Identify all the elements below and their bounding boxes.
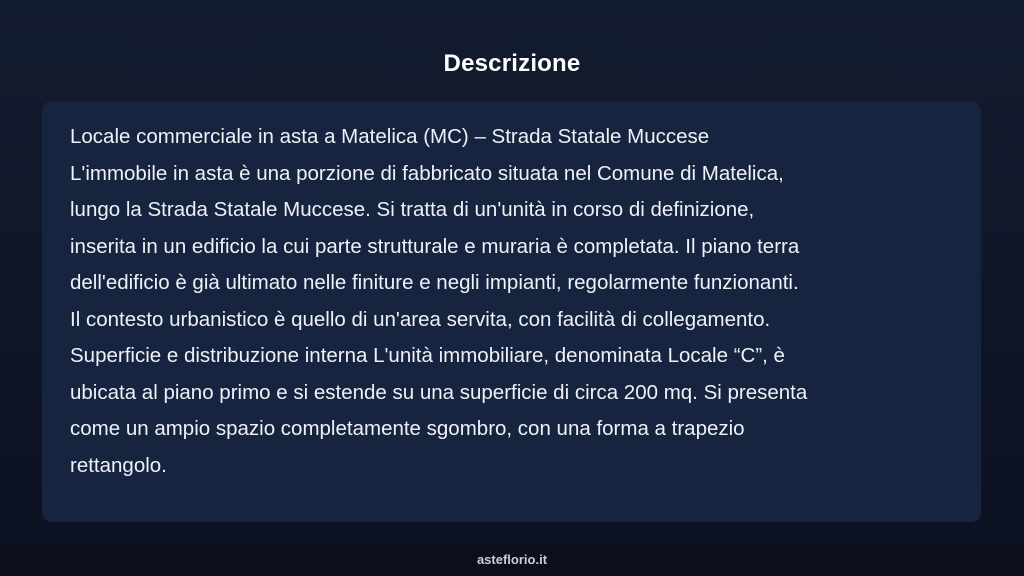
footer-bar [0,543,1024,576]
description-text [70,119,953,484]
description-line: Il contesto urbanistico è quello di un'area servita, con facilità di collegamento. [70,307,771,331]
description-line: rettangolo. [70,453,167,477]
description-line: ubicata al piano primo e si estende su una superficie di circa 200 mq. Si presenta [70,380,808,404]
description-line: L'immobile in asta è una porzione di fabbricato situata nel Comune di Matelica, [70,161,784,185]
description-line: inserita in un edificio la cui parte strutturale e muraria è completata. Il piano terra [70,234,800,258]
description-line: Locale commerciale in asta a Matelica (MC) – Strada Statale Muccese [70,125,710,148]
description-card [42,101,981,522]
description-line: lungo la Strada Statale Muccese. Si tratta di un'unità in corso di definizione, [70,198,755,221]
description-line: dell'edificio è già ultimato nelle finiture e negli impianti, regolarmente funzionanti. [70,271,799,294]
description-line: come un ampio spazio completamente sgombro, con una forma a trapezio [70,417,745,440]
section-title: Descrizione [443,50,581,77]
description-line: Superficie e distribuzione interna L'unità immobiliare, denominata Locale “C”, è [70,344,785,367]
footer-site-link[interactable]: asteflorio.it [476,552,548,567]
